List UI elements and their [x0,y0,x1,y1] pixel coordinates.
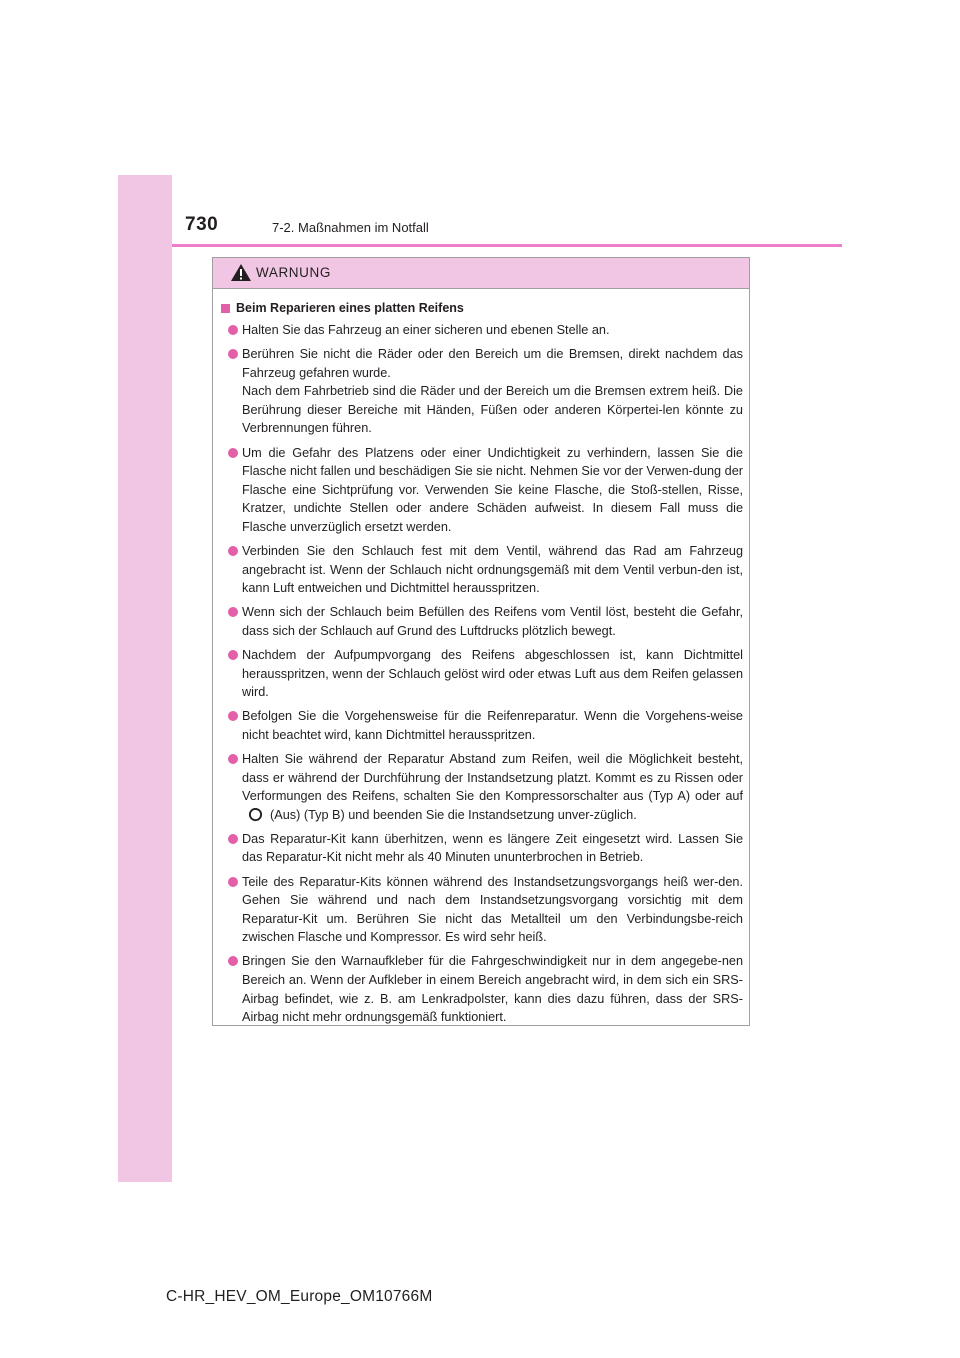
page-number: 730 [185,214,219,235]
document-code: C-HR_HEV_OM_Europe_OM10766M [166,1288,433,1305]
section-title: 7-2. Maßnahmen im Notfall [272,220,429,235]
bullet-dot-icon [228,834,238,844]
square-bullet-icon [221,304,230,313]
list-item: Berühren Sie nicht die Räder oder den Bereich um die Bremsen, direkt nachdem das Fahrzeug gefahren wurde. Nach dem Fahrbetrieb sind die Räder und der Bereich um die Bremsen extrem heiß. Die Berührung dieser Bereiche mit Händen, Füßen oder anderen Körpertei-len könnte zu Verbrennungen führen. [221,345,743,438]
list-item: Teile des Reparatur-Kits können während des Instandsetzungsvorgangs heiß wer-den. Gehen Sie während und nach dem Instandsetzungsvorgang vorsichtig mit dem Reparatur-Kit um. Berühren Sie nicht das Metallteil um den Verbindungsbe-reich zwischen Flasche und Kompressor. Es wird sehr heiß. [221,873,743,947]
list-item: Verbinden Sie den Schlauch fest mit dem Ventil, während das Rad am Fahrzeug angebracht ist. Wenn der Schlauch nicht ordnungsgemäß mit dem Ventil verbun-den ist, kann Luft entweichen und Dichtmittel herausspritzen. [221,542,743,598]
bullet-dot-icon [228,607,238,617]
header-rule [172,244,842,247]
bullet-dot-icon [228,349,238,359]
warning-title: WARNUNG [256,265,331,280]
list-item: Halten Sie während der Reparatur Abstand zum Reifen, weil die Möglichkeit besteht, dass er während der Durchführung der Instandsetzung platzt. Kommt es zu Rissen oder Verformungen des Reifens, schalten Sie den Kompressorschalter aus (Typ A) oder auf(Aus) (Typ B) und beenden Sie die Instandsetzung unver-züglich. [221,750,743,824]
bullet-dot-icon [228,877,238,887]
list-item: Befolgen Sie die Vorgehensweise für die Reifenreparatur. Wenn die Vorgehens-weise nicht beachtet wird, kann Dichtmittel herausspritzen. [221,707,743,744]
list-item: Nachdem der Aufpumpvorgang des Reifens abgeschlossen ist, kann Dichtmittel herausspritzen, wenn der Schlauch gelöst wird oder etwas Luft aus dem Reifen gelassen wird. [221,646,743,702]
bullet-dot-icon [228,956,238,966]
warning-body [213,289,749,1027]
list-item: Halten Sie das Fahrzeug an einer sicheren und ebenen Stelle an. [221,321,743,340]
warning-box [212,257,750,1026]
list-item: Bringen Sie den Warnaufkleber für die Fahrgeschwindigkeit nur in dem angegebe-nen Bereich an. Wenn der Aufkleber in einem Bereich angebracht wird, in dem sich ein SRS-Airbag befindet, wie z. B. am Lenkradpolster, kann dies dazu führen, dass der SRS-Airbag nicht mehr ordnungsgemäß funktioniert. [221,952,743,1026]
power-off-icon [248,807,263,822]
subheading-text: Beim Reparieren eines platten Reifens [236,301,464,315]
warning-subheading [221,301,743,315]
list-item: Das Reparatur-Kit kann überhitzen, wenn es längere Zeit eingesetzt wird. Lassen Sie das Reparatur-Kit nicht mehr als 40 Minuten ununterbrochen in Betrieb. [221,830,743,867]
bullet-dot-icon [228,325,238,335]
warning-triangle-icon [230,263,252,282]
chapter-side-band [118,175,172,1182]
bullet-dot-icon [228,448,238,458]
warning-header [213,258,749,289]
bullet-dot-icon [228,650,238,660]
bullet-dot-icon [228,711,238,721]
bullet-dot-icon [228,546,238,556]
bullet-dot-icon [228,754,238,764]
list-item: Um die Gefahr des Platzens oder einer Undichtigkeit zu verhindern, lassen Sie die Flasche nicht fallen und beschädigen Sie sie nicht. Nehmen Sie vor der Verwen-dung der Flasche eine Sichtprüfung vor. Verwenden Sie keine Flasche, die Stoß-stellen, Risse, Kratzer, undichte Stellen oder andere Schäden aufweist. In diesem Fall muss die Flasche unverzüglich ersetzt werden. [221,444,743,537]
list-item: Wenn sich der Schlauch beim Befüllen des Reifens vom Ventil löst, besteht die Gefahr, dass sich der Schlauch auf Grund des Luftdrucks plötzlich bewegt. [221,603,743,640]
